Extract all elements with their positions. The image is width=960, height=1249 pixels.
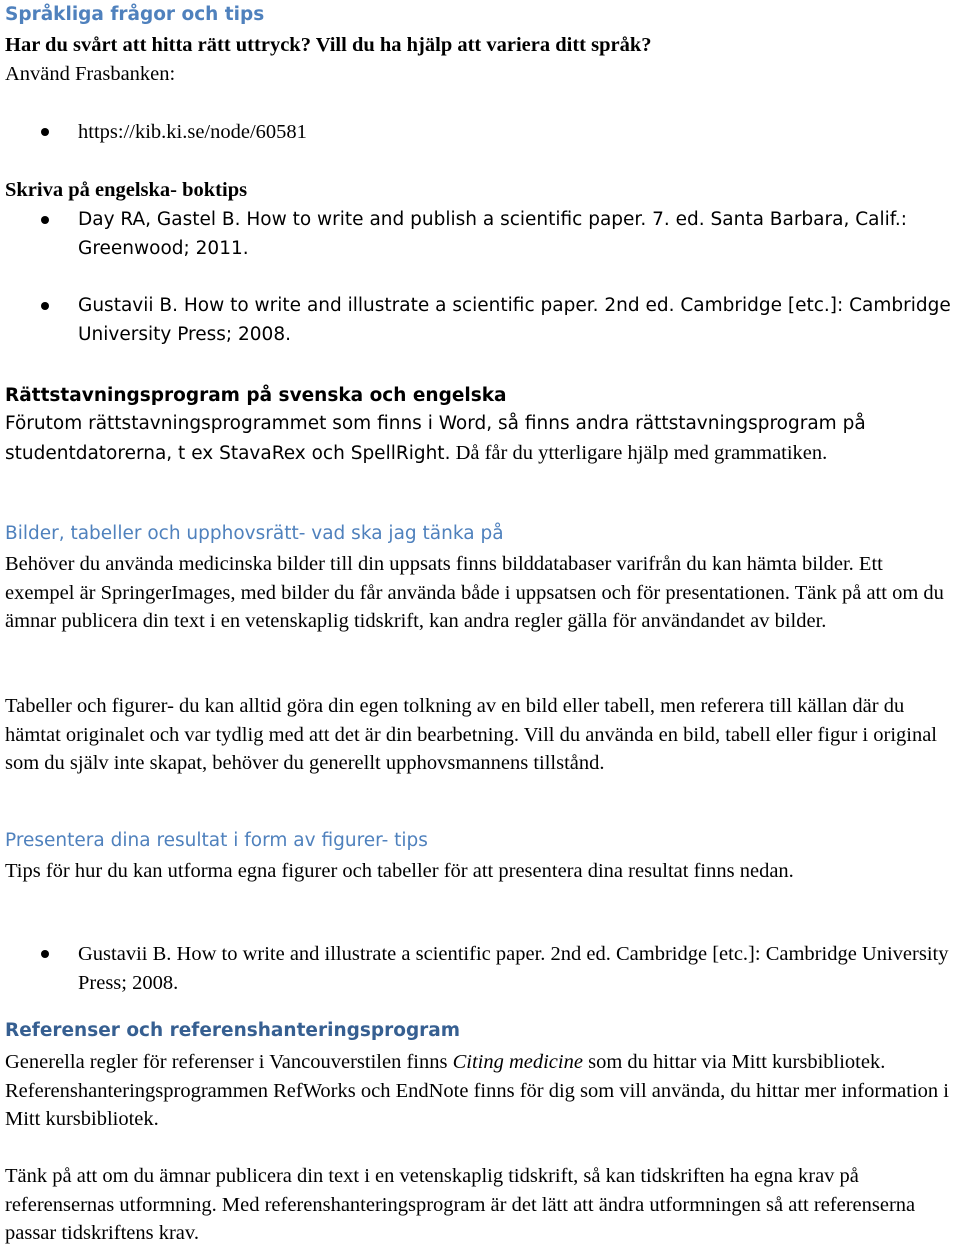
section-heading-images-copyright: Bilder, tabeller och upphovsrätt- vad ska jag tänka på (5, 523, 504, 544)
references-heading-text: Referenser och referenshanteringsprogram (5, 1020, 461, 1041)
spellcheck-text: Förutom rättstavningsprogrammet som finns i Word, så finns andra rättstavningsprogram på studentdatorerna, t ex StavaRex och SpellRight. (5, 413, 866, 464)
images-paragraph: Behöver du använda medicinska bilder till din uppsats finns bilddatabaser varifrån du kan hämta bilder. Ett exempel är SpringerImages, med bilder du får använda både i uppsatsen och för presentationen. Tänk på att om du ämnar publicera din text i en vetenskaplig tidskrift, kan andra regler gälla för användandet av bilder. (5, 553, 944, 633)
frasbanken-link[interactable]: https://kib.ki.se/node/60581 (78, 121, 307, 143)
list-item (5, 118, 956, 147)
references-text-before: Generella regler för referenser i Vancouverstilen finns (5, 1051, 453, 1073)
references-paragraph (5, 1048, 956, 1134)
bullet-icon (41, 216, 49, 224)
bullet-icon (41, 128, 49, 136)
journal-requirements-paragraph: Tänk på att om du ämnar publicera din text i en vetenskaplig tidskrift, så kan tidskriften ha egna krav på referensernas utformning. Med referenshanteringsprogram är det lätt att ändra utformningen så att referenserna passar tidskriftens krav. (5, 1165, 916, 1245)
book-reference: Day RA, Gastel B. How to write and publish a scientific paper. 7. ed. Santa Barbara, Calif.: Greenwood; 2011. (78, 209, 908, 259)
list-item (5, 940, 956, 997)
section-heading-spellcheck: Rättstavningsprogram på svenska och engelska (5, 385, 507, 406)
citing-medicine-title: Citing medicine (452, 1051, 583, 1073)
section-heading-english-books: Skriva på engelska- boktips (5, 179, 248, 201)
section-heading-present-results: Presentera dina resultat i form av figurer- tips (5, 830, 428, 851)
tables-figures-paragraph: Tabeller och figurer- du kan alltid göra din egen tolkning av en bild eller tabell, men referera till källan där du hämtat originalet och var tydlig med att det är din bearbetning. Vill du använda en bild, tabell eller figur i original som du själv inte skapat, behöver du generellt upphovsmannens tillstånd. (5, 695, 937, 775)
frasbanken-intro: Använd Frasbanken: (5, 63, 176, 85)
section-heading-language-tips: Språkliga frågor och tips (5, 4, 265, 25)
book-reference: Gustavii B. How to write and illustrate a scientific paper. 2nd ed. Cambridge [etc.]: Cambridge University Press; 2008. (78, 943, 949, 994)
spellcheck-grammar-text: Då får du ytterligare hjälp med grammatiken. (450, 441, 828, 464)
subheading-question: Har du svårt att hitta rätt uttryck? Vill du ha hjälp att variera ditt språk? (5, 34, 652, 56)
list-item (5, 292, 956, 349)
spellcheck-paragraph (5, 410, 956, 468)
figures-book-list (5, 940, 956, 997)
bullet-icon (41, 950, 49, 958)
list-item (5, 206, 956, 263)
bullet-icon (41, 302, 49, 310)
section-heading-references (5, 1019, 956, 1043)
english-book-list (5, 206, 956, 349)
present-results-paragraph: Tips för hur du kan utforma egna figurer och tabeller för att presentera dina resultat finns nedan. (5, 860, 794, 882)
references-text-after: som du hittar via Mitt kursbibliotek. Referenshanteringsprogrammen RefWorks och EndNote finns för dig som vill använda, du hittar mer information i Mitt kursbibliotek. (5, 1051, 949, 1131)
frasbanken-link-list (5, 118, 956, 147)
book-reference: Gustavii B. How to write and illustrate a scientific paper. 2nd ed. Cambridge [etc.]: Cambridge University Press; 2008. (78, 295, 951, 345)
